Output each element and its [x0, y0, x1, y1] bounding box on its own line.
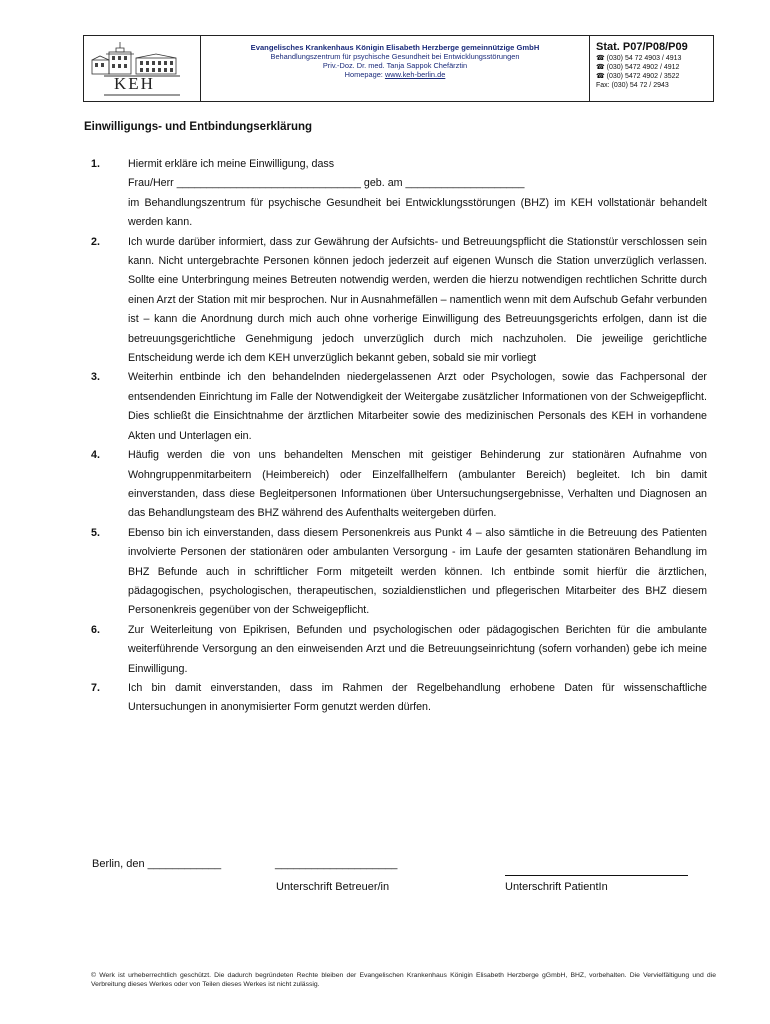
list-item	[91, 621, 707, 679]
list-item	[91, 233, 707, 369]
fax: Fax: (030) 54 72 / 2943	[596, 82, 669, 89]
list-item	[91, 155, 707, 233]
station-label: Stat. P07/P08/P09	[596, 41, 688, 53]
item-line: im Behandlungszentrum für psychische Gesundheit bei Entwicklungsstörungen (BHZ) im KEH vollstationär behandelt werden kann.	[128, 196, 707, 229]
list-item	[91, 679, 707, 718]
item-number: 7.	[91, 681, 100, 694]
logo-cell	[84, 36, 201, 101]
item-number: 6.	[91, 623, 100, 636]
phone-3: ☎ (030) 5472 4902 / 3522	[596, 73, 680, 80]
item-text: Ich wurde darüber informiert, dass zur Gewährung der Aufsichts- und Betreuungspflicht die Stationstür verschlossen sein kann. Nicht untergebrachte Personen können jedoch jederzeit auf eigenen Wunsch die Station unverzüglich verlassen. Sollte eine Unterbringung meines Betreuten notwendig werden, werden die hierzu notwendigen rechtlichen Schritte durch einen Arzt der Station mit mir besprochen. Nur in Ausnahmefällen – namentlich wenn mit dem Aufschub Gefahr verbunden ist – kann die Anordnung durch mich auch ohne vorherige Einwilligung des Betreuungsgerichts erfolgen, dann ist die betreuungsgerichtliche Genehmigung jedoch unverzüglich durch mich nachzuholen. Die jeweilige gerichtliche Entscheidung werde ich dem KEH unverzüglich bekannt geben, sobald sie mir vorliegt	[128, 235, 707, 365]
phone-1: ☎ (030) 54 72 4903 / 4913	[596, 55, 682, 62]
item-number: 4.	[91, 449, 100, 462]
betreuer-signature-label: Unterschrift Betreuer/in	[276, 881, 390, 893]
org-name: Evangelisches Krankenhaus Königin Elisabeth Herzberge gemeinnützige GmbH	[250, 43, 540, 52]
patient-signature-label: Unterschrift PatientIn	[505, 881, 608, 893]
betreuer-signature-field[interactable]: ____________________	[275, 858, 398, 870]
item-text: Ebenso bin ich einverstanden, dass diesem Personenkreis aus Punkt 4 – also sämtliche in die Betreuung des Patienten involvierte Personen der stationären oder ambulanten Versorgung - im Laufe der gesamten stationären Behandlung im BHZ Befunde auch in schriftlicher Form mitgeteilt werden können. Ich entbinde somit hierfür die ärztlichen, pädagogischen, psychologischen, therapeutischen, sozialdienstlichen und pflegerischen Mitarbeiter des BHZ diesem Personenkreis gegenüber von der Schweigepflicht.	[128, 526, 707, 617]
list-item	[91, 368, 707, 446]
list-item	[91, 446, 707, 524]
item-number: 2.	[91, 235, 100, 248]
item-text: Weiterhin entbinde ich den behandelnden niedergelassenen Arzt oder Psychologen, sowie das Fachpersonal der entsendenden Einrichtung im Falle der Notwendigkeit der Weitergabe zusätzlicher Informationen von der Schweigepflicht. Dies schließt die Einsichtnahme der ärztlichen Mitarbeiter sowie des medizinischen Personals des KEH in vorhandene Akten und Unterlagen ein.	[128, 371, 707, 442]
homepage-link[interactable]: www.keh-berlin.de	[384, 70, 446, 79]
item-text: Zur Weiterleitung von Epikrisen, Befunden und psychologischen oder pädagogischen Berichten für die ambulante weiterführende Versorgung an den einweisenden Arzt und die Betreuungseinrichtung (sofern vorhanden) gebe ich meine Einwilligung.	[128, 623, 707, 675]
logo-text: KEH	[114, 74, 155, 93]
center-name: Behandlungszentrum für psychische Gesundheit bei Entwicklungsstörungen	[270, 52, 520, 61]
item-number: 3.	[91, 371, 100, 384]
phone-2: ☎ (030) 5472 4902 / 4912	[596, 64, 680, 71]
list-item	[91, 524, 707, 621]
item-text: Häufig werden die von uns behandelten Menschen mit geistiger Behinderung zur stationären Aufnahme von Wohngruppenmitarbeitern (Heimbereich) oder Einzelfallhelfern (ambulanter Bereich) begleitet. Ich bin damit einverstanden, dass diese Begleitpersonen Informationen über Untersuchungsergebnisse, Verhalten und Diagnosen an das Behandlungsteam des BHZ während des Aufenthalts weitergeben dürfen.	[128, 449, 707, 520]
homepage-label: Homepage:	[344, 70, 383, 79]
place-date-field[interactable]: Berlin, den ____________	[92, 858, 222, 870]
chief-physician: Priv.-Doz. Dr. med. Tanja Sappok Chefärztin	[322, 61, 468, 70]
homepage	[201, 70, 589, 79]
name-birthdate-line[interactable]: Frau/Herr _______________________________ geb. am ____________________	[128, 177, 525, 190]
copyright-notice: © Werk ist urheberrechtlich geschützt. Die dadurch begründeten Rechte bleiben der Evangelischen Krankenhaus Königin Elisabeth Herzberge gGmbH, BHZ, vorbehalten. Die Vervielfältigung und die Verbreitung dieses Werkes oder von Teilen dieses Werkes ist nicht zulässig.	[91, 972, 716, 988]
declaration-list	[91, 155, 707, 718]
item-line: Hiermit erkläre ich meine Einwilligung, dass	[128, 158, 335, 170]
item-number: 5.	[91, 526, 100, 539]
contact-info	[590, 36, 713, 101]
letterhead	[83, 35, 714, 102]
organization-info	[201, 36, 590, 101]
item-text: Ich bin damit einverstanden, dass im Rahmen der Regelbehandlung erhobene Daten für wissenschaftliche Untersuchungen in anonymisierter Form genutzt werden dürfen.	[128, 681, 707, 714]
patient-signature-line[interactable]	[505, 875, 688, 876]
item-number: 1.	[91, 158, 100, 170]
document-title: Einwilligungs- und Entbindungserklärung	[84, 121, 313, 133]
